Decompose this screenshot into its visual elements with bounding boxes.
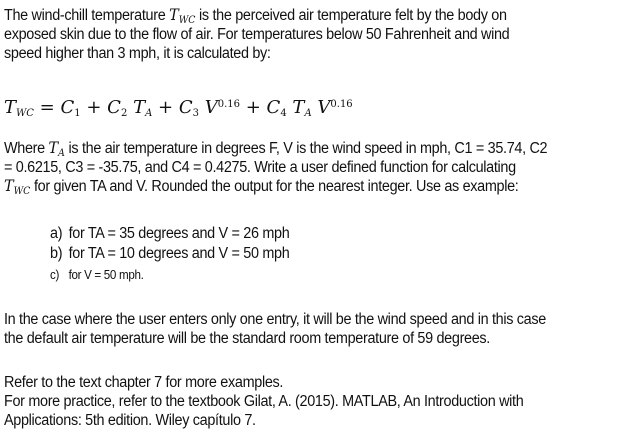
intro-line-3: speed higher than 3 mph, it is calculated by:	[4, 45, 271, 62]
intro-text: The wind-chill temperature	[4, 7, 170, 24]
example-b: b) for TA = 10 degrees and V = 50 mph	[50, 245, 290, 262]
single-entry-line-2: the default air temperature will be the standard room temperature of 59 degrees.	[4, 330, 490, 347]
example-c: c) for V = 50 mph.	[50, 268, 144, 282]
where-line-3: $T_{WC}$ for given TA and V. Rounded the output for the nearest integer. Use as example:	[4, 177, 519, 197]
example-a: a) for TA = 35 degrees and V = 26 mph	[50, 225, 290, 242]
refer-line-1: Refer to the text chapter 7 for more examples.	[4, 374, 284, 391]
refer-line-3: Applications: 5th edition. Wiley capítulo 7.	[4, 412, 256, 429]
ta-symbol: $T_A$	[48, 139, 65, 159]
twc-symbol: $T_{WC}$	[169, 6, 196, 26]
twc-symbol: $T_{WC}$	[4, 177, 31, 197]
intro-text: is the perceived air temperature felt by the body on	[195, 7, 507, 24]
refer-line-2: For more practice, refer to the textbook Gilat, A. (2015). MATLAB, An Introduction with	[4, 393, 524, 410]
where-line-2: = 0.6215, C3 = -35.75, and C4 = 0.4275. Write a user defined function for calculating	[4, 159, 516, 176]
intro-line-2: exposed skin due to the flow of air. For temperatures below 50 Fahrenheit and wind	[4, 26, 510, 43]
where-line-1: Where $T_A$ is the air temperature in degrees F, V is the wind speed in mph, C1 = 35.74, C2	[4, 139, 548, 159]
wind-chill-formula: $T_{WC} = C_1 + C_2$ $T_A + C_3$ $V^{0.16} + C_4$ $T_A$ $V^{0.16}$	[4, 97, 353, 119]
single-entry-line-1: In the case where the user enters only one entry, it will be the wind speed and in this case	[4, 311, 546, 328]
